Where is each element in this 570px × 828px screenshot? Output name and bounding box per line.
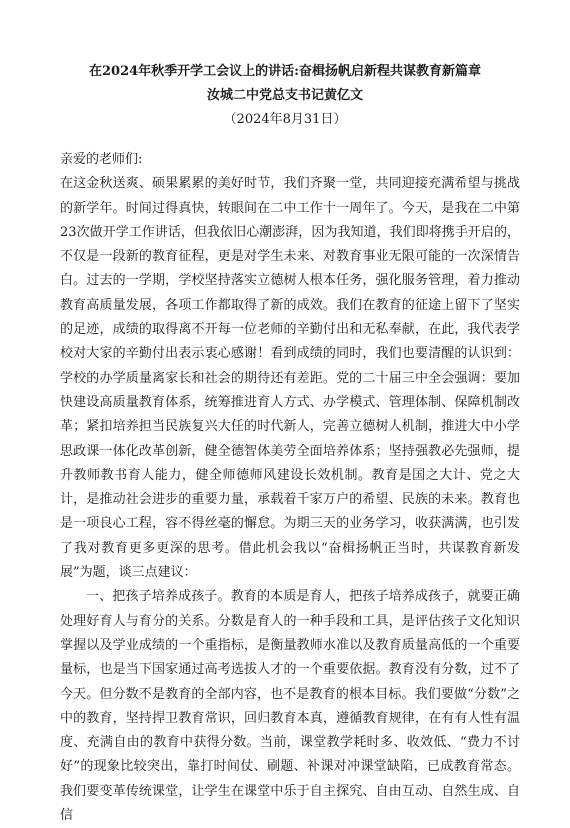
document-header bbox=[40, 60, 530, 132]
paragraph-intro: 在这金秋送爽、硕果累累的美好时节，我们齐聚一堂，共同迎接充满希望与挑战的新学年。时间过得真快，转眼间在二中工作十一周年了。今天，是我在二中第23次做开学工作讲话，但我依旧心潮澎湃，因为我知道，我们即将携手开启的，不仅是一段新的教育征程，更是对学生未来、对教育事业无限可能的一次深情告白。过去的一学期，学校坚持落实立德树人根本任务，强化服务管理，着力推动教育高质量发展，各项工作都取得了新的成效。我们在教育的征途上留下了坚实的足迹，成绩的取得离不开每一位老师的辛勤付出和无私奉献，在此，我代表学校对大家的辛勤付出表示衷心感谢！看到成绩的同时，我们也要清醒的认识到：学校的办学质量离家长和社会的期待还有差距。党的二十届三中全会强调：要加快建设高质量教育体系，统筹推进育人方式、办学模式、管理体制、保障机制改革；紧扣培养担当民族复兴大任的时代新人，完善立德树人机制，推进大中小学思政课一体化改革创新，健全德智体美劳全面培养体系；坚持强教必先强师，提升教师教书育人能力，健全师德师风建设长效机制。教育是国之大计、党之大计，是推动社会进步的重要力量，承载着千家万户的希望、民族的未来。教育也是一项良心工程，容不得丝毫的懈怠。为期三天的业务学习，收获满满，也引发了我对教育更多更深的思考。借此机会我以“奋楫扬帆正当时，共谋教育新发展”为题，谈三点建议： bbox=[60, 176, 520, 581]
document-title: 在2024年秋季开学工会议上的讲话:奋楫扬帆启新程共谋教育新篇章 bbox=[89, 64, 481, 79]
document-date: （2024年8月31日） bbox=[223, 112, 347, 127]
greeting: 亲爱的老师们: bbox=[60, 152, 143, 167]
document-body bbox=[60, 148, 520, 828]
paragraph-point-one: 一、把孩子培养成孩子。教育的本质是育人，把孩子培养成孩子，就要正确处理好育人与育分的关系。分数是育人的一种手段和工具，是评估孩子文化知识掌握以及学业成绩的一个重指标，是衡量教师水准以及教育质量高低的一个重要量标，也是当下国家通过高考选拔人才的一个重要依据。教育没有分数，过不了今天。但分数不是教育的全部内容，也不是教育的根本目标。我们要做“分数”之中的教育，坚持捍卫教育常识，回归教育本真，遵循教育规律，在有有人性有温度、充满自由的教育中获得分数。当前，课堂教学耗时多、收效低、“费力不讨好”的现象比较突出，靠打时间仗、刷题、补课对冲课堂缺陷，已成教育常态。我们要变革传统课堂，让学生在课堂中乐于自主探究、自由互动、自然生成、自信 bbox=[60, 589, 520, 824]
document-author: 汝城二中党总支书记黄亿文 bbox=[206, 88, 363, 103]
